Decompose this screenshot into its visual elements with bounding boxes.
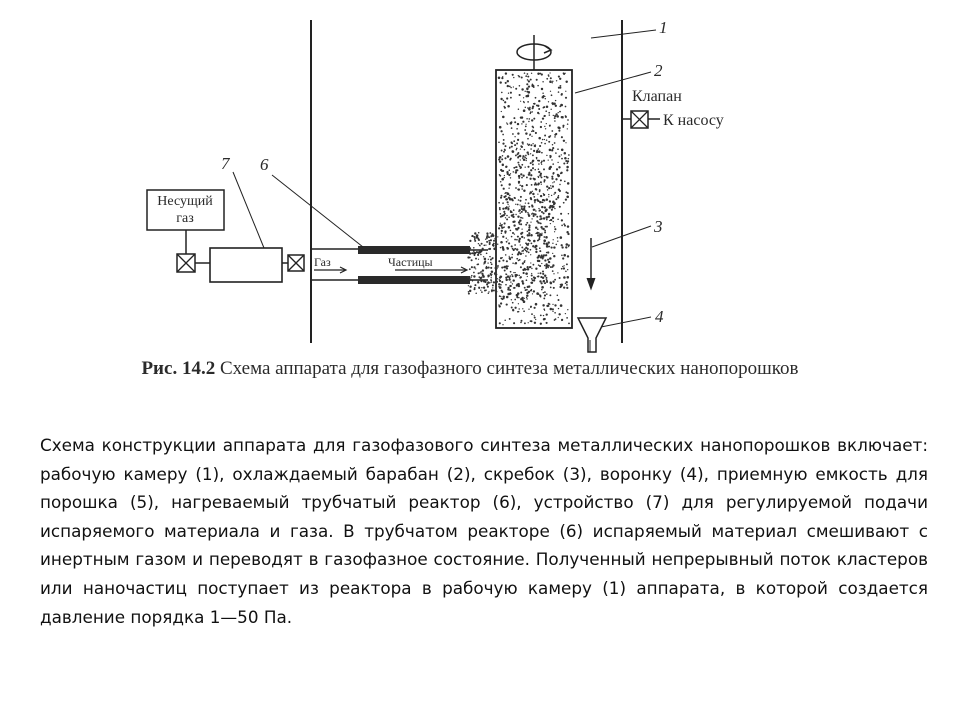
leader-1	[591, 30, 656, 38]
pump-valve-icon	[631, 111, 648, 128]
valve-label: Клапан	[632, 88, 682, 105]
feeder-device	[210, 248, 282, 282]
caption-text: Схема аппарата для газофазного синтеза металлических нанопорошков	[215, 358, 799, 379]
carrier-valve-icon	[177, 254, 195, 272]
rotation-arrow-icon	[517, 35, 551, 70]
figure-caption	[140, 356, 800, 381]
number-2: 2	[654, 61, 663, 80]
particles-label: Частицы	[388, 255, 433, 269]
leader-4	[601, 317, 651, 327]
gas-flow-label: Газ	[314, 255, 331, 269]
leader-6	[272, 175, 363, 247]
particle-spray	[467, 232, 499, 295]
to-pump-label: К насосу	[663, 112, 724, 129]
number-3: 3	[654, 217, 663, 236]
number-4: 4	[655, 307, 664, 326]
funnel	[578, 318, 606, 352]
carrier-gas-label-line2: газ	[176, 211, 194, 226]
reactor-valve-icon	[288, 255, 304, 271]
caption-label: Рис. 14.2	[141, 358, 216, 379]
number-1: 1	[659, 18, 668, 37]
scraper	[587, 238, 595, 289]
number-6: 6	[260, 155, 269, 174]
carrier-gas-label-line1: Несущий	[157, 194, 213, 209]
number-7: 7	[221, 154, 230, 173]
description-paragraph: Схема конструкции аппарата для газофазового синтеза металлических нанопорошков включает: рабочую камеру (1), охлаждаемый барабан (2), скребок (3), воронку (4), приемную емкость для порошка (5), нагреваемый трубчатый реактор (6), устройство (7) для регулируемой подачи испаряемого материала и газа. В трубчатом реакторе (6) испаряемый материал смешивают с инертным газом и переводят в газофазное состояние. Полученный непрерывный поток кластеров или наночастиц поступает из реактора в рабочую камеру (1) аппарата, в которой создается давление порядка 1—50 Па.	[40, 435, 928, 627]
leader-7	[233, 172, 264, 248]
